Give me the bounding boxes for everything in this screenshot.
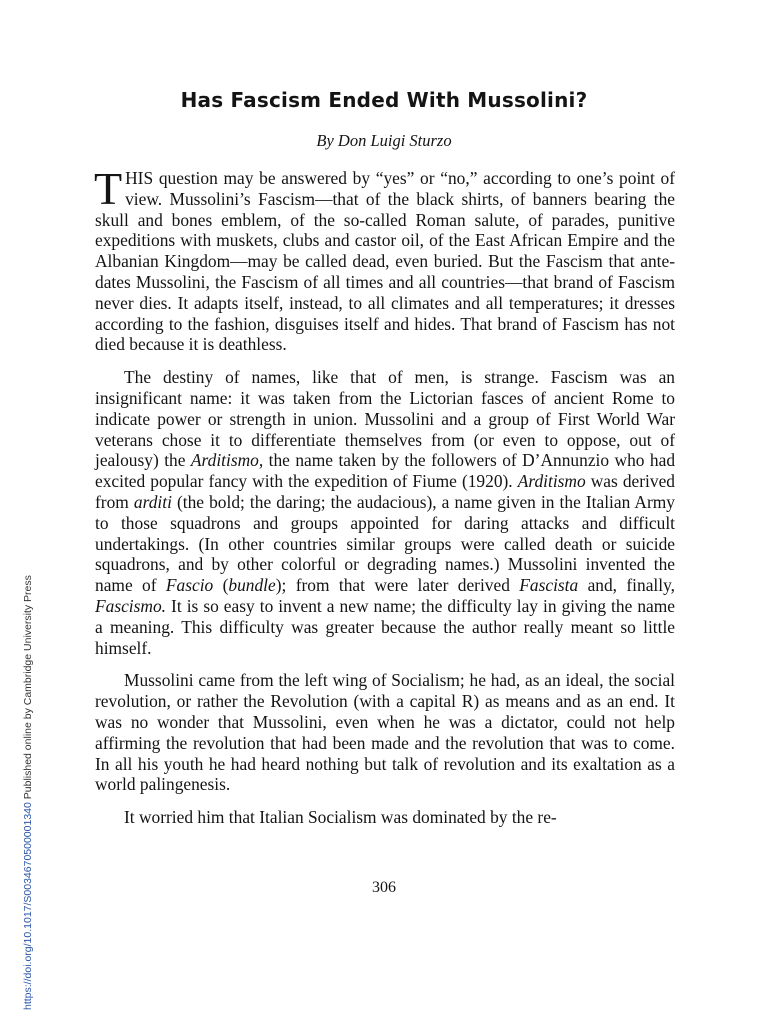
sidebar-citation: [22, 570, 34, 1010]
italic-term: bundle: [228, 575, 276, 596]
publisher-note: Published online by Cambridge University Press: [22, 575, 34, 803]
italic-term: Arditismo,: [190, 450, 264, 471]
paragraph-2-text: (: [213, 575, 229, 596]
drop-cap: T: [94, 163, 123, 214]
paragraph-1: [94, 163, 675, 355]
paragraph-3: Mussolini came from the left wing of Socialism; he had, as an ideal, the social revolution, or rather the Revolution (with a capital R) as means and as an end. It was no wonder that Mussolini, even when he was a dictator, could not help affirming the revolution that had been made and the revolution that was to come. In all his youth he had heard nothing but talk of revolution and its exaltation as a world palingenesis.: [95, 670, 675, 795]
paragraph-2-text: and, finally,: [578, 575, 676, 596]
article-title: Has Fascism Ended With Mussolini?: [180, 88, 588, 112]
paragraph-2-text: (the bold; the daring; the audacious), a name given in the Italian Army to those squadrons and groups appointed for daring attacks and difficult undertakings. (In other countries similar groups were called death or suicide squadrons, and by other colorful or degrading names.) Mussolini invented the name of: [95, 491, 675, 596]
page-number: 306: [372, 879, 396, 896]
article-byline: By Don Luigi Sturzo: [316, 131, 452, 150]
italic-term: Fascismo.: [95, 595, 167, 616]
paragraph-2-text: the name taken by the followers of D’Annunzio who had excited popular fancy with the expedition of Fiume (1920).: [95, 450, 676, 492]
paragraph-2-text: was derived from: [95, 471, 676, 512]
article-body: [94, 163, 676, 840]
doi-link[interactable]: https://doi.org/10.1017/S0034670500001340: [22, 802, 34, 1010]
paragraph-2-text: It is so easy to invent a new name; the difficulty lay in giving the name a meaning. This difficulty was greater because the author really meant so little himself.: [95, 595, 675, 658]
paragraph-2-text: ); from that were later derived: [275, 575, 520, 596]
paragraph-1-text: HIS question may be answered by “yes” or “no,” according to one’s point of view. Mussolini’s Fascism—that of the black shirts, of banners bearing the skull and bones emblem, of the so-called Roman salute, of parades, punitive expeditions with muskets, clubs and castor oil, of the East African Empire and the Albanian Kingdom—may be called dead, even buried. But the Fascism that ante-dates Mussolini, the Fascism of all times and all countries—that brand of Fascism never dies. It adapts itself, instead, to all climates and all temperatures; it dresses according to the fashion, disguises itself and hides. That brand of Fascism has not died because it is deathless.: [95, 168, 675, 355]
paragraph-4: It worried him that Italian Socialism was dominated by the re-: [124, 807, 557, 828]
italic-term: Arditismo: [517, 471, 586, 492]
italic-term: arditi: [133, 491, 172, 512]
italic-term: Fascio: [165, 575, 214, 596]
paragraph-2-text: The destiny of names, like that of men, is strange. Fascism was an insignificant name: it was taken from the Lictorian fasces of ancient Rome to indicate power or strength in union. Mussolini and a group of First World War veterans chose it to differentiate themselves from (or even to oppose, out of jealousy) the: [95, 367, 675, 471]
italic-term: Fascista: [519, 575, 579, 596]
paragraph-2: [95, 367, 675, 658]
